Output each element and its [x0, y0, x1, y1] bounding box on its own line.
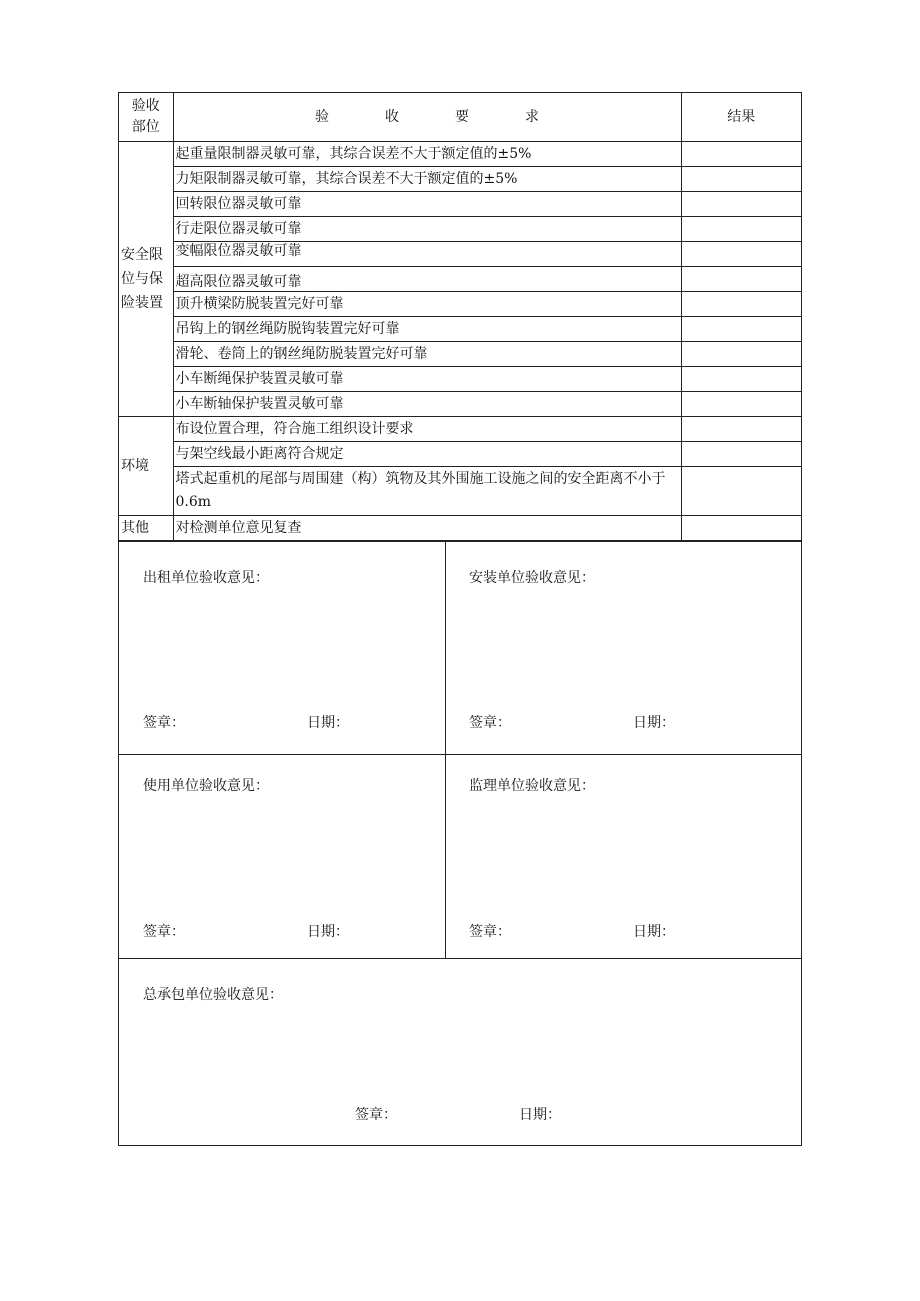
result-cell[interactable] [681, 516, 801, 541]
part-cell-environment [119, 417, 173, 516]
result-cell[interactable] [681, 167, 801, 192]
supervisor-date-label: 日期： [633, 924, 675, 940]
result-cell[interactable] [681, 417, 801, 442]
requirement-cell: 小车断轴保护装置灵敏可靠 [173, 392, 681, 417]
result-cell[interactable] [681, 342, 801, 367]
general-date-label: 日期： [519, 1107, 561, 1123]
requirement-cell: 顶升横梁防脱装置完好可靠 [173, 292, 681, 317]
rental-opinion-label: 出租单位验收意见： [143, 570, 269, 586]
requirement-cell: 起重量限制器灵敏可靠，其综合误差不大于额定值的±5% [173, 142, 681, 167]
header-row [119, 93, 801, 142]
user-opinion-label: 使用单位验收意见： [143, 778, 269, 794]
general-opinion-label: 总承包单位验收意见： [143, 987, 283, 1003]
requirement-cell: 对检测单位意见复查 [173, 516, 681, 541]
requirement-cell: 与架空线最小距离符合规定 [173, 442, 681, 467]
opinion-divider-1 [119, 754, 801, 755]
opinion-area [119, 541, 801, 1145]
header-part-line2: 部位 [131, 119, 160, 135]
part-cell-safety [119, 142, 173, 417]
requirement-cell: 超高限位器灵敏可靠 [173, 267, 681, 292]
table-row [119, 467, 801, 516]
table-row [119, 192, 801, 217]
table-row [119, 242, 801, 267]
table-row [119, 342, 801, 367]
table-row [119, 217, 801, 242]
requirements-table [119, 93, 801, 541]
result-cell[interactable] [681, 267, 801, 292]
install-sign-label: 签章： [469, 715, 511, 731]
table-row [119, 292, 801, 317]
result-cell[interactable] [681, 142, 801, 167]
table-row [119, 516, 801, 541]
table-row [119, 167, 801, 192]
part-line: 其他 [121, 520, 149, 536]
table-row [119, 417, 801, 442]
opinion-divider-2 [119, 958, 801, 959]
header-req-char: 求 [525, 109, 539, 125]
rental-date-label: 日期： [307, 715, 349, 731]
requirement-cell: 塔式起重机的尾部与周围建（构）筑物及其外围施工设施之间的安全距离不小于0.6m [173, 467, 681, 516]
requirement-cell: 滑轮、卷筒上的钢丝绳防脱装置完好可靠 [173, 342, 681, 367]
header-req-char: 要 [455, 109, 469, 125]
requirement-cell: 吊钩上的钢丝绳防脱钩装置完好可靠 [173, 317, 681, 342]
result-cell[interactable] [681, 442, 801, 467]
part-line: 位与保 [121, 271, 163, 287]
install-date-label: 日期： [633, 715, 675, 731]
general-sign-label: 签章： [355, 1107, 397, 1123]
acceptance-form [118, 92, 802, 1146]
table-row [119, 267, 801, 292]
header-requirement-cell [173, 93, 681, 142]
result-cell[interactable] [681, 467, 801, 516]
table-row [119, 392, 801, 417]
user-sign-label: 签章： [143, 924, 185, 940]
requirement-cell: 布设位置合理，符合施工组织设计要求 [173, 417, 681, 442]
result-cell[interactable] [681, 217, 801, 242]
supervisor-opinion-label: 监理单位验收意见： [469, 778, 595, 794]
table-row [119, 442, 801, 467]
header-part-cell [119, 93, 173, 142]
header-req-char: 收 [385, 109, 399, 125]
rental-sign-label: 签章： [143, 715, 185, 731]
header-part-line1: 验收 [131, 98, 160, 114]
part-line: 环境 [121, 458, 149, 474]
part-line: 险装置 [121, 295, 163, 311]
result-cell[interactable] [681, 367, 801, 392]
user-date-label: 日期： [307, 924, 349, 940]
install-opinion-label: 安装单位验收意见： [469, 570, 595, 586]
result-cell[interactable] [681, 317, 801, 342]
part-cell-other [119, 516, 173, 541]
requirement-cell: 力矩限制器灵敏可靠，其综合误差不大于额定值的±5% [173, 167, 681, 192]
result-cell[interactable] [681, 292, 801, 317]
header-result-cell: 结果 [681, 93, 801, 142]
requirement-cell: 回转限位器灵敏可靠 [173, 192, 681, 217]
table-row [119, 367, 801, 392]
result-cell[interactable] [681, 392, 801, 417]
requirement-cell: 小车断绳保护装置灵敏可靠 [173, 367, 681, 392]
result-cell[interactable] [681, 192, 801, 217]
supervisor-sign-label: 签章： [469, 924, 511, 940]
opinion-divider-vertical [445, 542, 446, 958]
requirement-cell: 变幅限位器灵敏可靠 [173, 242, 681, 267]
table-row [119, 317, 801, 342]
part-line: 安全限 [121, 247, 163, 263]
requirement-cell: 行走限位器灵敏可靠 [173, 217, 681, 242]
result-cell[interactable] [681, 242, 801, 267]
header-req-char: 验 [315, 109, 329, 125]
table-row [119, 142, 801, 167]
